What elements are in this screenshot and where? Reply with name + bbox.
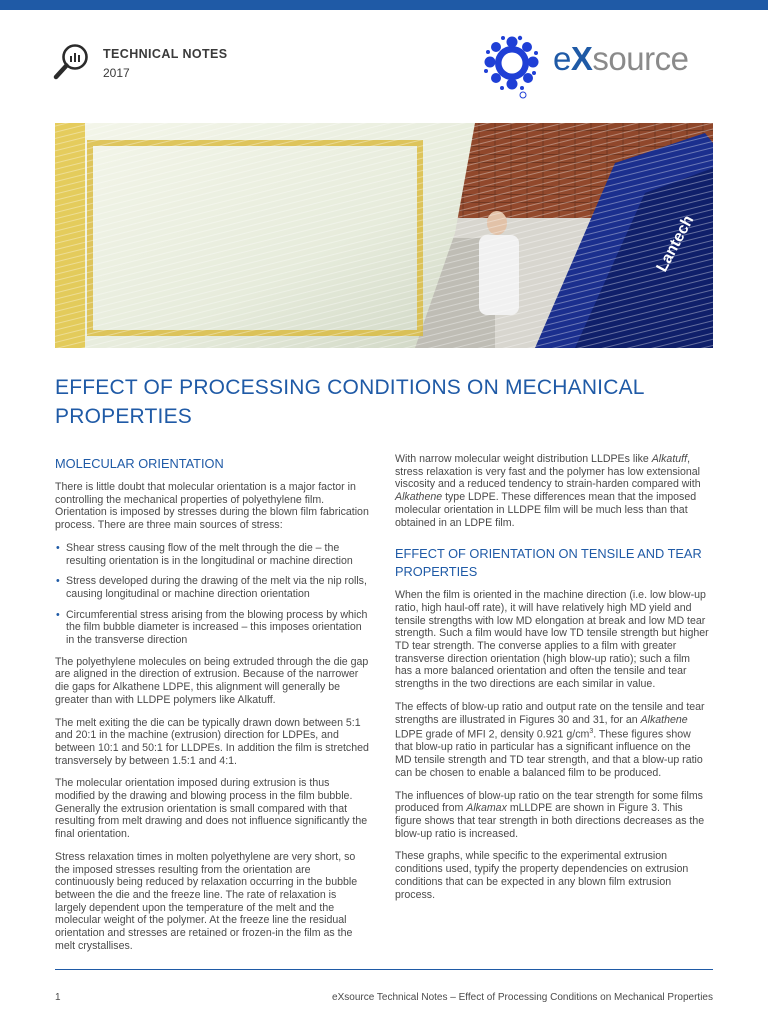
bullet-list bbox=[55, 542, 370, 647]
paragraph bbox=[395, 701, 710, 780]
list-item: • Shear stress causing flow of the melt through the die – the resulting orientation is in the longitudinal or machine direction bbox=[55, 542, 370, 567]
paragraph: There is little doubt that molecular orientation is a major factor in controlling the mechanical properties of polyethylene film. Orientation is imposed by stresses during the blown film fabrication process. There are three main sources of stress: bbox=[55, 481, 369, 532]
magnifier-icon bbox=[53, 42, 91, 82]
text-run: . These figures show that blow-up ratio in particular has a significant influence on the MD tensile strength and TD tear strength, and that a blow-up ratio can be chosen to enable a balanced film to be produced. bbox=[395, 728, 703, 779]
paragraph: The melt exiting the die can be typically drawn down between 5:1 and 20:1 in the machine (extrusion) direction for LDPEs, and between 10:1 and 50:1 for LLDPEs. In addition the film is stretched transversely by between 1.5:1 and 4:1. bbox=[55, 716, 369, 767]
list-item: • Circumferential stress arising from the blowing process by which the film bubble diameter is increased – this imposes orientation in the transverse direction bbox=[55, 609, 370, 647]
product-name: Alkathene bbox=[640, 713, 688, 726]
page-number: 1 bbox=[55, 992, 61, 1003]
paragraph: The molecular orientation imposed during extrusion is thus modified by the drawing and blowing process in the film bubble. Generally the extrusion orientation is small compared with that resulting from melt drawing and does not influence significantly the final orientation. bbox=[55, 777, 368, 841]
superscript: 3 bbox=[589, 728, 594, 736]
left-column bbox=[55, 455, 370, 963]
footer-title: eXsource Technical Notes – Effect of Processing Conditions on Mechanical Properties bbox=[332, 992, 713, 1003]
text-run: The influences of blow-up ratio on the tear strength for some films produced from bbox=[395, 789, 703, 815]
exsource-logo-text bbox=[553, 40, 688, 78]
text-run: With narrow molecular weight distribution LLDPEs like bbox=[395, 453, 652, 465]
right-column bbox=[395, 453, 710, 911]
logo-part-source: source bbox=[592, 40, 689, 77]
text-run: , stress relaxation is very fast and the polymer has low extensional viscosity and a reduced tendency to strain-harden compared with bbox=[395, 453, 701, 491]
paragraph: Stress relaxation times in molten polyethylene are very short, so the imposed stresses resulting from the orientation are continuously being reduced by relaxation occurring in the bubble between the die and the freeze line. The rate of relaxation is largely dependent upon the temperature of the melt and the molecular weight of the polymer. At the freeze line the residual orientation and stresses are retained or frozen-in the film as the melt crystallises. bbox=[55, 850, 358, 952]
section-heading-tensile-tear: EFFECT OF ORIENTATION ON TENSILE AND TEAR PROPERTIES bbox=[395, 546, 702, 580]
technical-notes-label: TECHNICAL NOTES bbox=[103, 47, 228, 61]
hero-photo bbox=[55, 123, 713, 348]
product-name: Alkamax bbox=[466, 802, 507, 815]
text-run: The effects of blow-up ratio and output rate on the tensile and tear strengths are illustrated in Figures 30 and 31, for an bbox=[395, 700, 705, 726]
year-label: 2017 bbox=[103, 66, 130, 80]
paragraph bbox=[395, 790, 710, 841]
text-run: LDPE grade of MFI 2, density 0.921 g/cm bbox=[395, 728, 590, 741]
logo-part-x: X bbox=[570, 40, 593, 77]
gear-logo-icon bbox=[482, 33, 542, 99]
paragraph: When the film is oriented in the machine direction (i.e. low blow-up ratio, high haul-off rate), it will have relatively high MD yield and tensile strengths with low MD elongation at break and low MD tear strength. Such a film would have low TD tensile strength but higher TD tear strength. The converse applies to a film with greater transverse direction orientation (high blow-up ratio); such a film has a more balanced orientation and often the tensile and tear strengths in the two directions are each similar in value. bbox=[395, 589, 709, 691]
top-accent-bar bbox=[0, 0, 768, 10]
footer-divider bbox=[55, 969, 713, 970]
product-name: Alkatuff bbox=[651, 453, 688, 465]
page-title: EFFECT OF PROCESSING CONDITIONS ON MECHANICAL PROPERTIES bbox=[55, 376, 644, 428]
text-run: type LDPE. These differences mean that the imposed molecular orientation in LLDPE film will be much less than that obtained in an LDPE film. bbox=[395, 491, 697, 529]
paragraph: These graphs, while specific to the experimental extrusion conditions used, typify the property dependencies on extrusion conditions that can be expected in any blown film extrusion process. bbox=[395, 850, 689, 901]
list-item: • Stress developed during the drawing of the melt via the nip rolls, causing longitudinal or machine direction orientation bbox=[55, 575, 370, 600]
product-name: Alkathene bbox=[395, 491, 443, 504]
section-heading-molecular-orientation: MOLECULAR ORIENTATION bbox=[55, 456, 224, 471]
logo-part-e: e bbox=[553, 40, 571, 77]
text-run: mLLDPE are shown in Figure 3. This figure shows that tear strength in both directions decreases as the blow-up ratio is increased. bbox=[395, 802, 705, 840]
paragraph: The polyethylene molecules on being extruded through the die gap are aligned in the direction of extrusion. Because of the narrower die gaps for Alkathene LDPE, this alignment will generally be greater than with LLDPE polymers like Alkatuff. bbox=[55, 655, 369, 706]
paragraph bbox=[395, 453, 710, 529]
